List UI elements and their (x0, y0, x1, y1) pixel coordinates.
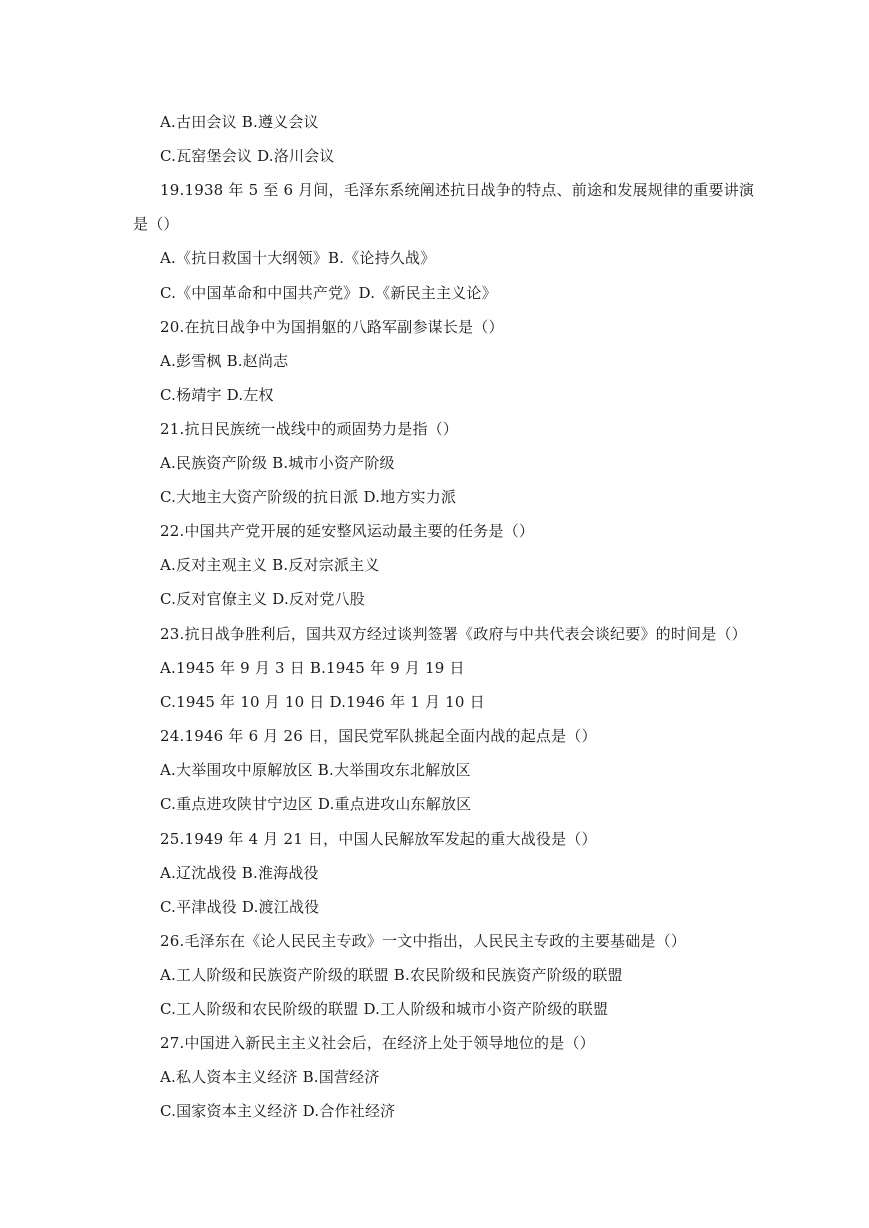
q21-stem: 21.抗日民族统一战线中的顽固势力是指（） (160, 420, 459, 438)
q22-options-ab: A.反对主观主义 B.反对宗派主义 (160, 556, 380, 574)
q23-options-ab: A.1945 年 9 月 3 日 B.1945 年 9 月 19 日 (160, 659, 465, 677)
q19-stem: 19.1938 年 5 至 6 月间，毛泽东系统阐述抗日战争的特点、前途和发展规律的重要讲演 (160, 181, 755, 199)
q22-options-cd: C.反对官僚主义 D.反对党八股 (160, 590, 365, 608)
q26-options-ab: A.工人阶级和民族资产阶级的联盟 B.农民阶级和民族资产阶级的联盟 (160, 966, 623, 984)
q20-options-ab: A.彭雪枫 B.赵尚志 (160, 352, 289, 370)
q25-options-cd: C.平津战役 D.渡江战役 (160, 898, 320, 916)
q23-stem: 23.抗日战争胜利后，国共双方经过谈判签署《政府与中共代表会谈纪要》的时间是（） (160, 625, 747, 643)
q27-stem: 27.中国进入新民主主义社会后，在经济上处于领导地位的是（） (160, 1034, 595, 1052)
q22-stem: 22.中国共产党开展的延安整风运动最主要的任务是（） (160, 522, 535, 540)
q27-options-cd: C.国家资本主义经济 D.合作社经济 (160, 1102, 396, 1120)
q18-options-cd: C.瓦窑堡会议 D.洛川会议 (160, 147, 335, 165)
q21-options-ab: A.民族资产阶级 B.城市小资产阶级 (160, 454, 395, 472)
q19-stem-continued: 是（） (133, 215, 179, 233)
q24-stem: 24.1946 年 6 月 26 日，国民党军队挑起全面内战的起点是（） (160, 727, 597, 745)
q19-options-ab: A.《抗日救国十大纲领》B.《论持久战》 (160, 249, 436, 267)
q24-options-cd: C.重点进攻陕甘宁边区 D.重点进攻山东解放区 (160, 795, 472, 813)
q25-options-ab: A.辽沈战役 B.淮海战役 (160, 864, 319, 882)
q19-options-cd: C.《中国革命和中国共产党》D.《新民主主义论》 (160, 284, 497, 302)
q20-stem: 20.在抗日战争中为国捐躯的八路军副参谋长是（） (160, 318, 504, 336)
q24-options-ab: A.大举围攻中原解放区 B.大举围攻东北解放区 (160, 761, 471, 779)
q26-stem: 26.毛泽东在《论人民民主专政》一文中指出，人民民主专政的主要基础是（） (160, 932, 687, 950)
q18-options-ab: A.古田会议 B.遵义会议 (160, 113, 319, 131)
q27-options-ab: A.私人资本主义经济 B.国营经济 (160, 1068, 380, 1086)
q21-options-cd: C.大地主大资产阶级的抗日派 D.地方实力派 (160, 488, 457, 506)
q25-stem: 25.1949 年 4 月 21 日，中国人民解放军发起的重大战役是（） (160, 830, 597, 848)
q26-options-cd: C.工人阶级和农民阶级的联盟 D.工人阶级和城市小资产阶级的联盟 (160, 1000, 609, 1018)
q23-options-cd: C.1945 年 10 月 10 日 D.1946 年 1 月 10 日 (160, 693, 485, 711)
q20-options-cd: C.杨靖宇 D.左权 (160, 386, 274, 404)
